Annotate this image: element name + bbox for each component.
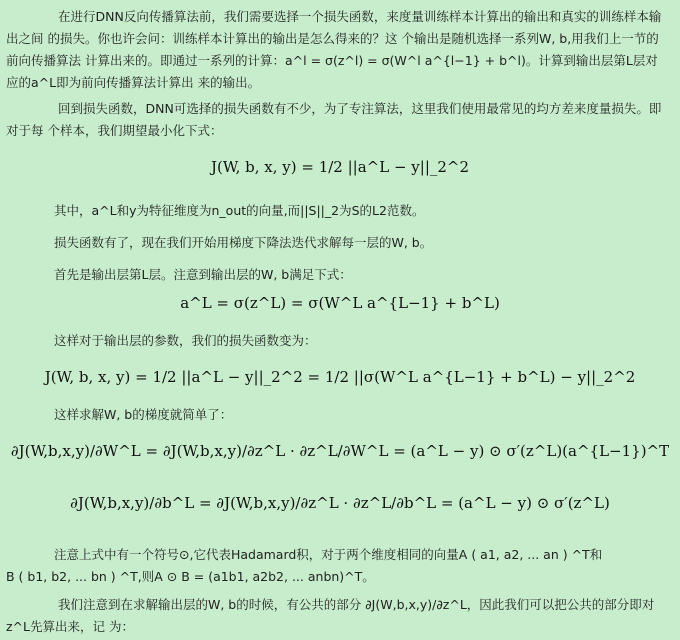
equation-loss-expanded: J(W, b, x, y) = 1/2 ||a^L − y||_2^2 = 1/2 ||σ(W^L a^{L−1} + b^L) − y||_2^2 (44, 368, 636, 386)
intro-line-1: 在进行DNN反向传播算法前，我们需要选择一个损失函数，来度量训练样本计算出的输出和真实的训练样本输出之间 (6, 9, 662, 46)
equation-loss-mse: J(W, b, x, y) = 1/2 ||a^L − y||_2^2 (210, 158, 470, 176)
common-part-line-2: 为： (108, 619, 134, 634)
intro-line-4: 来的输出。 (197, 75, 261, 90)
line-output-layer: 首先是输出层第L层。注意到输出层的W, b满足下式： (54, 267, 352, 282)
paragraph-common-part (6, 594, 670, 638)
line-loss-becomes: 这样对于输出层的参数，我们的损失函数变为： (54, 333, 317, 348)
equation-forward-output: a^L = σ(z^L) = σ(W^L a^{L−1} + b^L) (180, 294, 500, 312)
loss-choice-line-1: 回到损失函数，DNN可选择的损失函数有不少，为了专注算法，这里我们使用最常见的均方差来度量损失。即对于每 (6, 101, 662, 138)
line-gradient-simple: 这样求解W, b的梯度就简单了： (54, 407, 233, 422)
equation-grad-b: ∂J(W,b,x,y)/∂b^L = ∂J(W,b,x,y)/∂z^L · ∂z^L/∂b^L = (a^L − y) ⊙ σ′(z^L) (70, 494, 610, 512)
loss-choice-line-2: 个样本，我们期望最小化下式： (47, 123, 223, 138)
paragraph-loss-choice (6, 98, 670, 142)
intro-line-2: 的损失。你也许会问：训练样本计算出的输出是怎么得来的？这 个输出是随机选择一系列W, b,用我们上一节的前向传播算法 (6, 31, 659, 68)
line-loss-ready: 损失函数有了，现在我们开始用梯度下降法迭代求解每一层的W, b。 (54, 235, 433, 250)
line-where: 其中，a^L和y为特征维度为n_out的向量,而||S||_2为S的L2范数。 (54, 203, 425, 218)
note-hadamard-line-1: 注意上式中有一个符号⊙,它代表Hadamard积，对于两个维度相同的向量A ( a1, a2, ... an ) ^T和 (54, 547, 603, 562)
paragraph-intro (6, 6, 670, 94)
intro-line-3: 计算出来的。即通过一系列的计算：a^l = σ(z^l) = σ(W^l a^{l−1} + b^l)。计算到输出层第L层对应的a^L即为前向传播算法计算出 (6, 53, 658, 90)
note-hadamard-line-2: B ( b1, b2, ... bn ) ^T,则A ⊙ B = (a1b1, a2b2, ... anbn)^T。 (6, 569, 375, 584)
common-part-line-1: 我们注意到在求解输出层的W, b的时候，有公共的部分 ∂J(W,b,x,y)/∂z^L，因此我们可以把公共的部分即对z^L先算出来，记 (6, 597, 655, 634)
equation-grad-w: ∂J(W,b,x,y)/∂W^L = ∂J(W,b,x,y)/∂z^L · ∂z^L/∂W^L = (a^L − y) ⊙ σ′(z^L)(a^{L−1})^T (10, 442, 670, 460)
